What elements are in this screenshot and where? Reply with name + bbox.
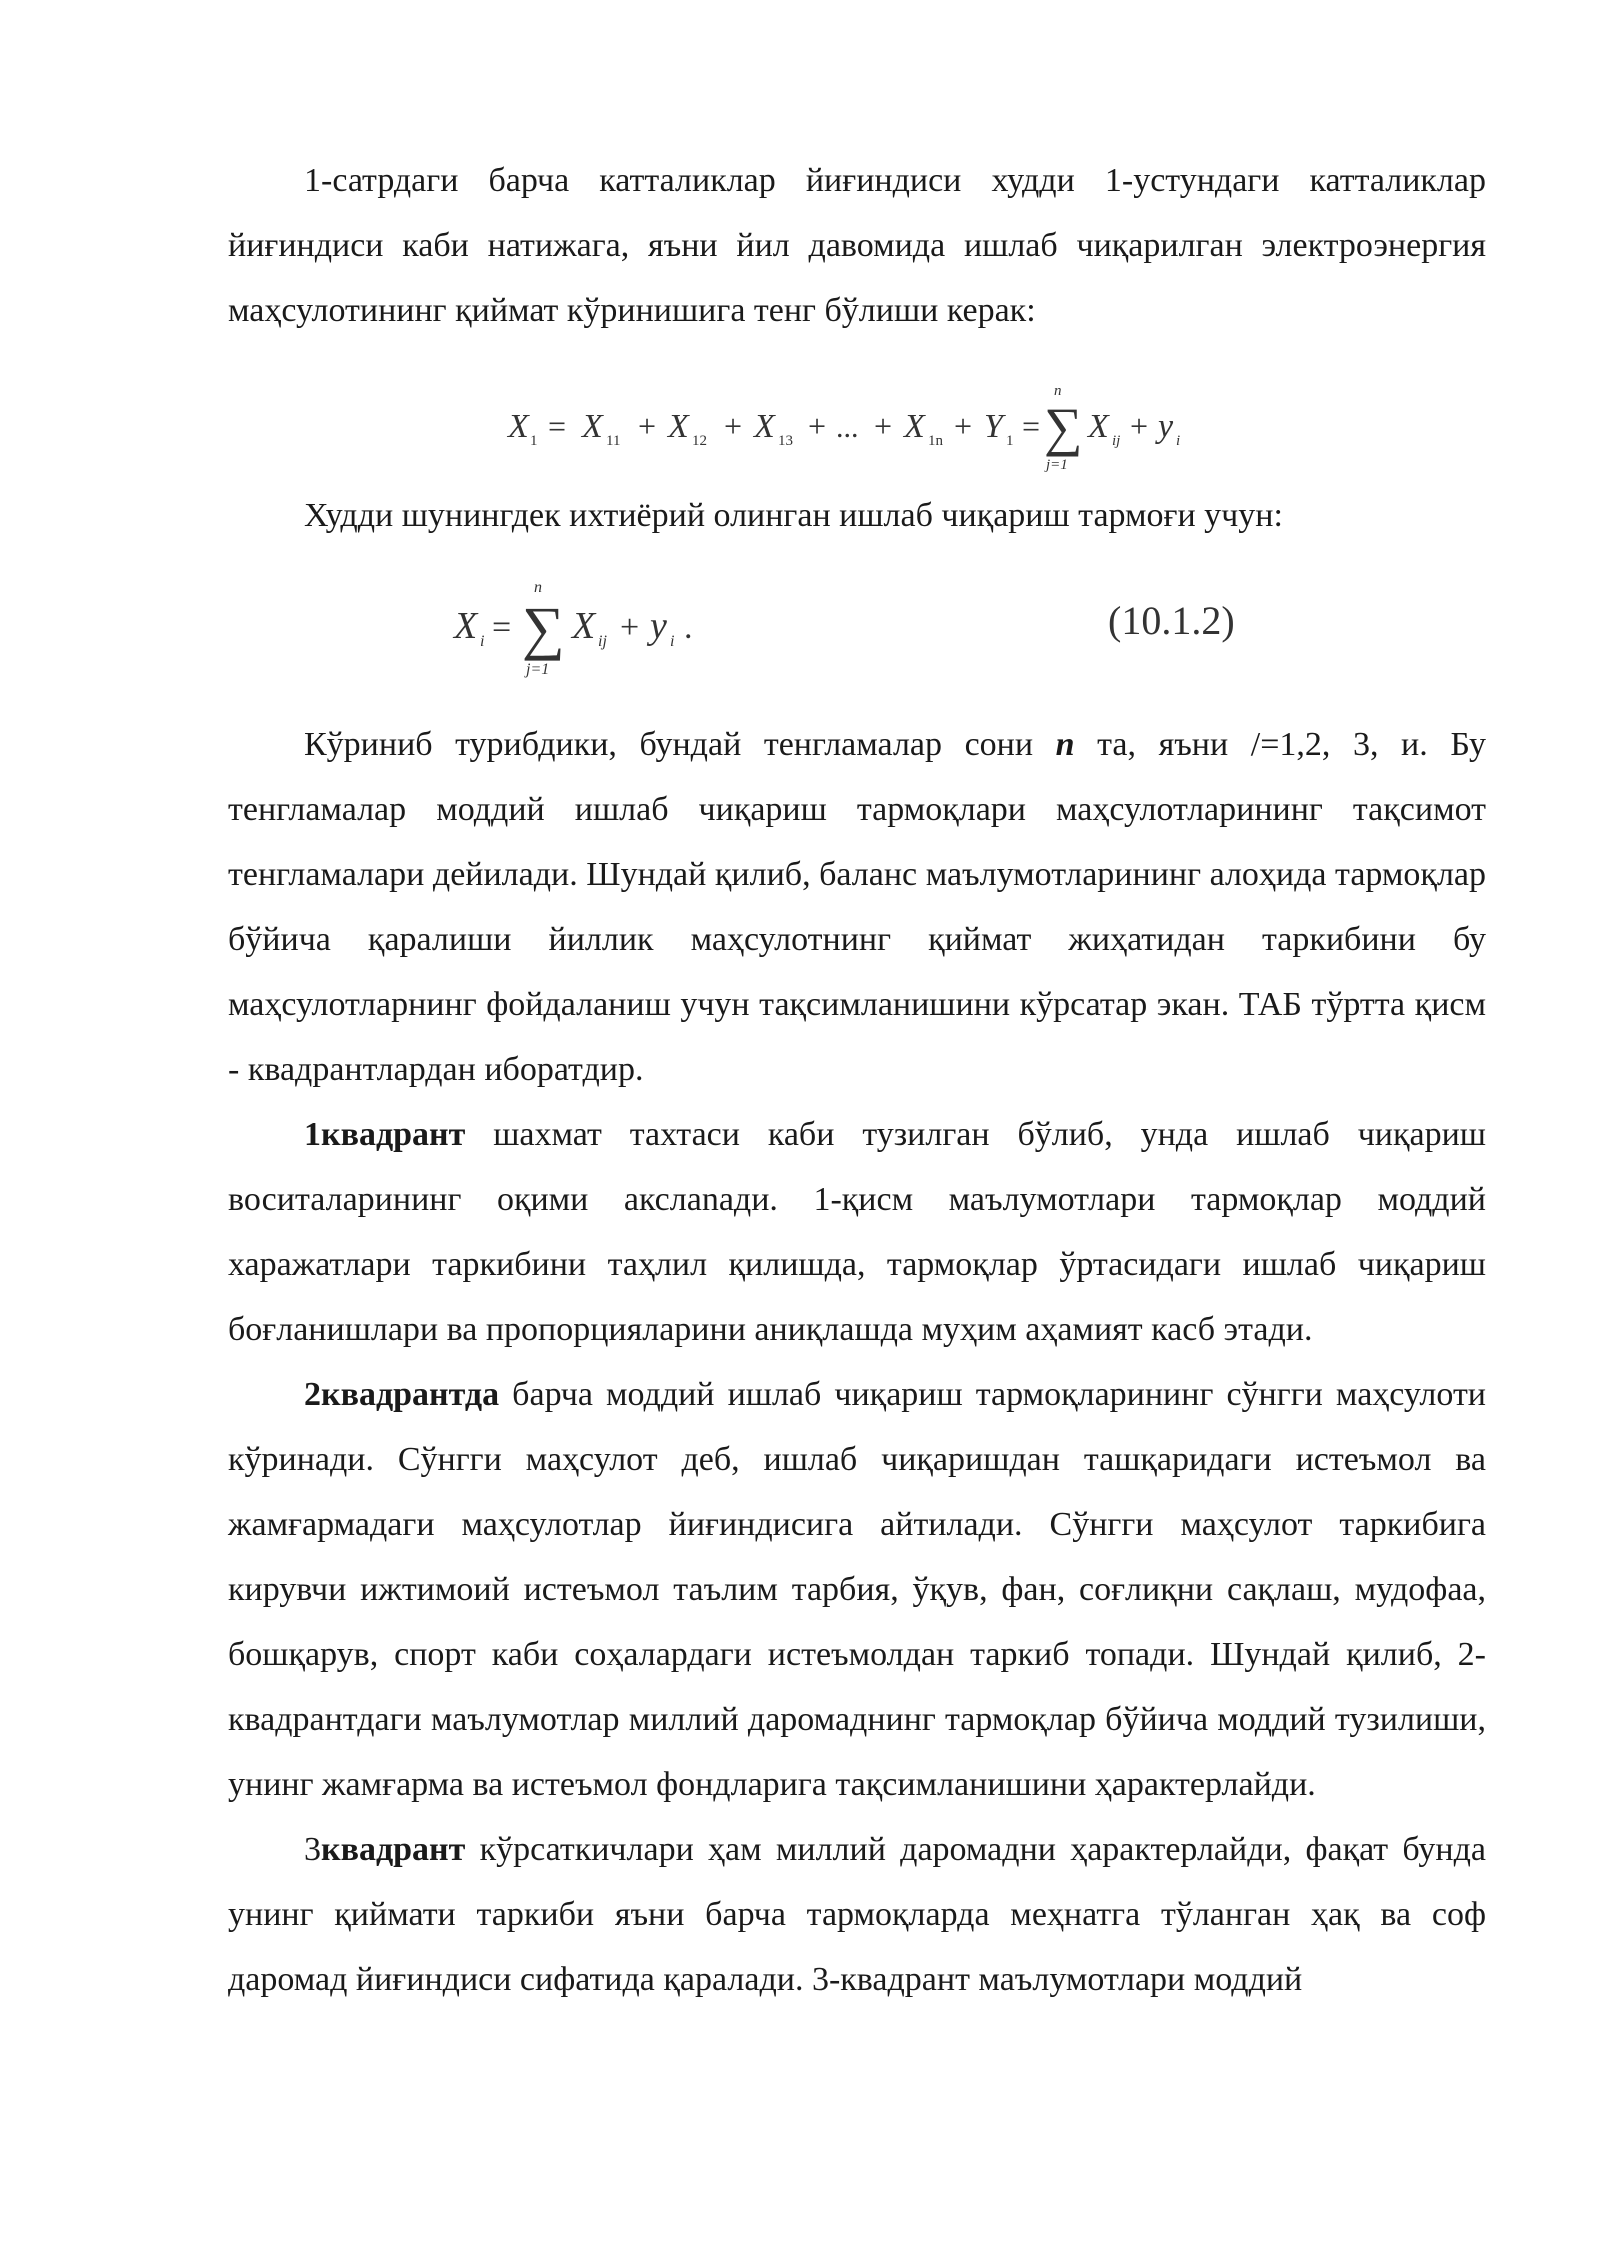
paragraph-distribution-equations — [228, 712, 1486, 1102]
formula-term: X — [1088, 408, 1109, 445]
formula-operator: = — [1022, 408, 1041, 444]
formula-subscript: 11 — [606, 433, 621, 449]
formula-operator: = — [492, 609, 512, 646]
formula-subscript: 13 — [778, 433, 793, 449]
paragraph-quadrant-1 — [228, 1102, 1486, 1362]
formula-subscript: 1 — [1006, 433, 1014, 449]
formula-term: y — [1158, 408, 1174, 445]
formula-subscript: ij — [1112, 433, 1121, 449]
formula-operator: + — [874, 408, 893, 444]
formula-term: X — [508, 408, 529, 445]
formula-subscript: i — [480, 633, 485, 650]
formula-operator: + — [724, 408, 743, 444]
paragraph-quadrant-3 — [228, 1817, 1486, 2012]
formula-sum-lower: j=1 — [526, 661, 550, 678]
formula-term: X — [668, 408, 689, 445]
formula-subscript: 1n — [928, 433, 943, 449]
paragraph-text: Кўриниб турибдики, бундай тенгламалар сони — [304, 726, 1056, 763]
formula-10-1-2-graphic — [228, 562, 1486, 690]
formula-term: y — [650, 605, 667, 647]
formula-sum-sign: ∑ — [522, 595, 565, 661]
formula-sum-sign: ∑ — [1044, 397, 1083, 457]
paragraph-quadrant-2 — [228, 1362, 1486, 1817]
formula-subscript: ij — [598, 633, 607, 650]
formula-row-sum-graphic — [228, 357, 1486, 479]
formula-operator: + — [638, 408, 657, 444]
formula-ellipsis: ... — [836, 411, 859, 444]
formula-term: X — [904, 408, 925, 445]
formula-operator: + — [620, 609, 640, 646]
paragraph-text: Худди шунингдек ихтиёрий олинган ишлаб чиқариш тармоғи учун: — [304, 497, 1283, 534]
paragraph-text: барча моддий ишлаб чиқариш тармоқларининг сўнгги маҳсулоти кўринади. Сўнгги маҳсулот деб, ишлаб чиқаришдан ташқаридаги истеъмол ва жамғармадаги маҳсулотлар йиғиндисига айтилади. Сўнгги маҳсулот таркибига кирувчи ижтимоий истеъмол таълим тарбия, ўқув, фан, соғлиқни сақлаш, мудофаа, бошқарув, спорт каби соҳалардаги истеъмолдан таркиб топади. Шундай қилиб, 2-квадрантдаги маълумотлар миллий даромаднинг тармоқлар бўйича моддий тузилиши, унинг жамғарма ва истеъмол фондларига тақсимланишини ҳарактерлайди. — [228, 1376, 1486, 1803]
formula-term: Y — [984, 408, 1003, 445]
document-page — [228, 148, 1486, 2012]
formula-row-sum — [228, 357, 1486, 479]
paragraph-text: та, яъни /=1,2, 3, и. Бу тенгламалар моддий ишлаб чиқариш тармоқлари маҳсулотларининг тақсимот тенгламалари дейилади. Шундай қилиб, баланс маълумотларининг алоҳида тармоқлар бўйича қаралиши йиллик маҳсулотнинг қиймат жиҳатидан таркибини бу маҳсулотларнинг фойдаланиш учун тақсимланишини кўрсатар экан. ТАБ тўртта қисм - квадрантлардан иборатдир. — [228, 726, 1486, 1088]
paragraph-text: кўрсаткичлари ҳам миллий даромадни ҳарактерлайди, фақат бунда унинг қиймати таркиби яъни барча тармоқларда меҳнатга тўланган ҳақ ва соф даромад йиғиндиси сифатида қаралади. 3-квадрант маълумотлари моддий — [228, 1831, 1486, 1998]
formula-term: X — [582, 408, 603, 445]
formula-subscript: i — [670, 633, 675, 650]
paragraph-row-sum — [228, 148, 1486, 343]
formula-sum-upper: n — [534, 579, 542, 596]
formula-subscript: 12 — [692, 433, 707, 449]
formula-period: . — [684, 609, 693, 646]
formula-subscript: i — [1176, 433, 1181, 449]
variable-n: n — [1055, 726, 1075, 763]
formula-10-1-2 — [228, 562, 1486, 690]
quadrant-3-heading: квадрант — [321, 1831, 466, 1868]
formula-term: X — [754, 408, 775, 445]
quadrant-1-heading: 1квадрант — [304, 1116, 466, 1153]
formula-operator: + — [1130, 408, 1149, 444]
paragraph-text: шахмат тахтаси каби тузилган бўлиб, унда ишлаб чиқариш воситаларининг оқими акслanади. 1-қисм маълумотлари тармоқлар моддий харажатлари таркибини таҳлил қилишда, тармоқлар ўртасидаги ишлаб чиқариш боғланишлари ва пропорцияларини аниқлашда муҳим аҳамият касб этади. — [228, 1116, 1486, 1348]
formula-operator: = — [548, 408, 567, 444]
formula-operator: + — [954, 408, 973, 444]
quadrant-2-heading: 2квадрантда — [304, 1376, 500, 1413]
quadrant-3-number: 3 — [304, 1831, 321, 1868]
formula-sum-upper: n — [1054, 383, 1062, 399]
formula-number: (10.1.2) — [1108, 598, 1235, 643]
formula-operator: + — [808, 408, 827, 444]
formula-term: X — [454, 605, 478, 647]
formula-sum-lower: j=1 — [1046, 457, 1068, 473]
paragraph-arbitrary-branch — [228, 483, 1486, 548]
formula-subscript: 1 — [530, 433, 538, 449]
paragraph-text: 1-сатрдаги барча катталиклар йиғиндиси худди 1-устундаги катталиклар йиғиндиси каби натижага, яъни йил давомида ишлаб чиқарилган электроэнергия маҳсулотининг қиймат кўринишига тенг бўлиши керак: — [228, 162, 1486, 329]
formula-term: X — [572, 605, 596, 647]
